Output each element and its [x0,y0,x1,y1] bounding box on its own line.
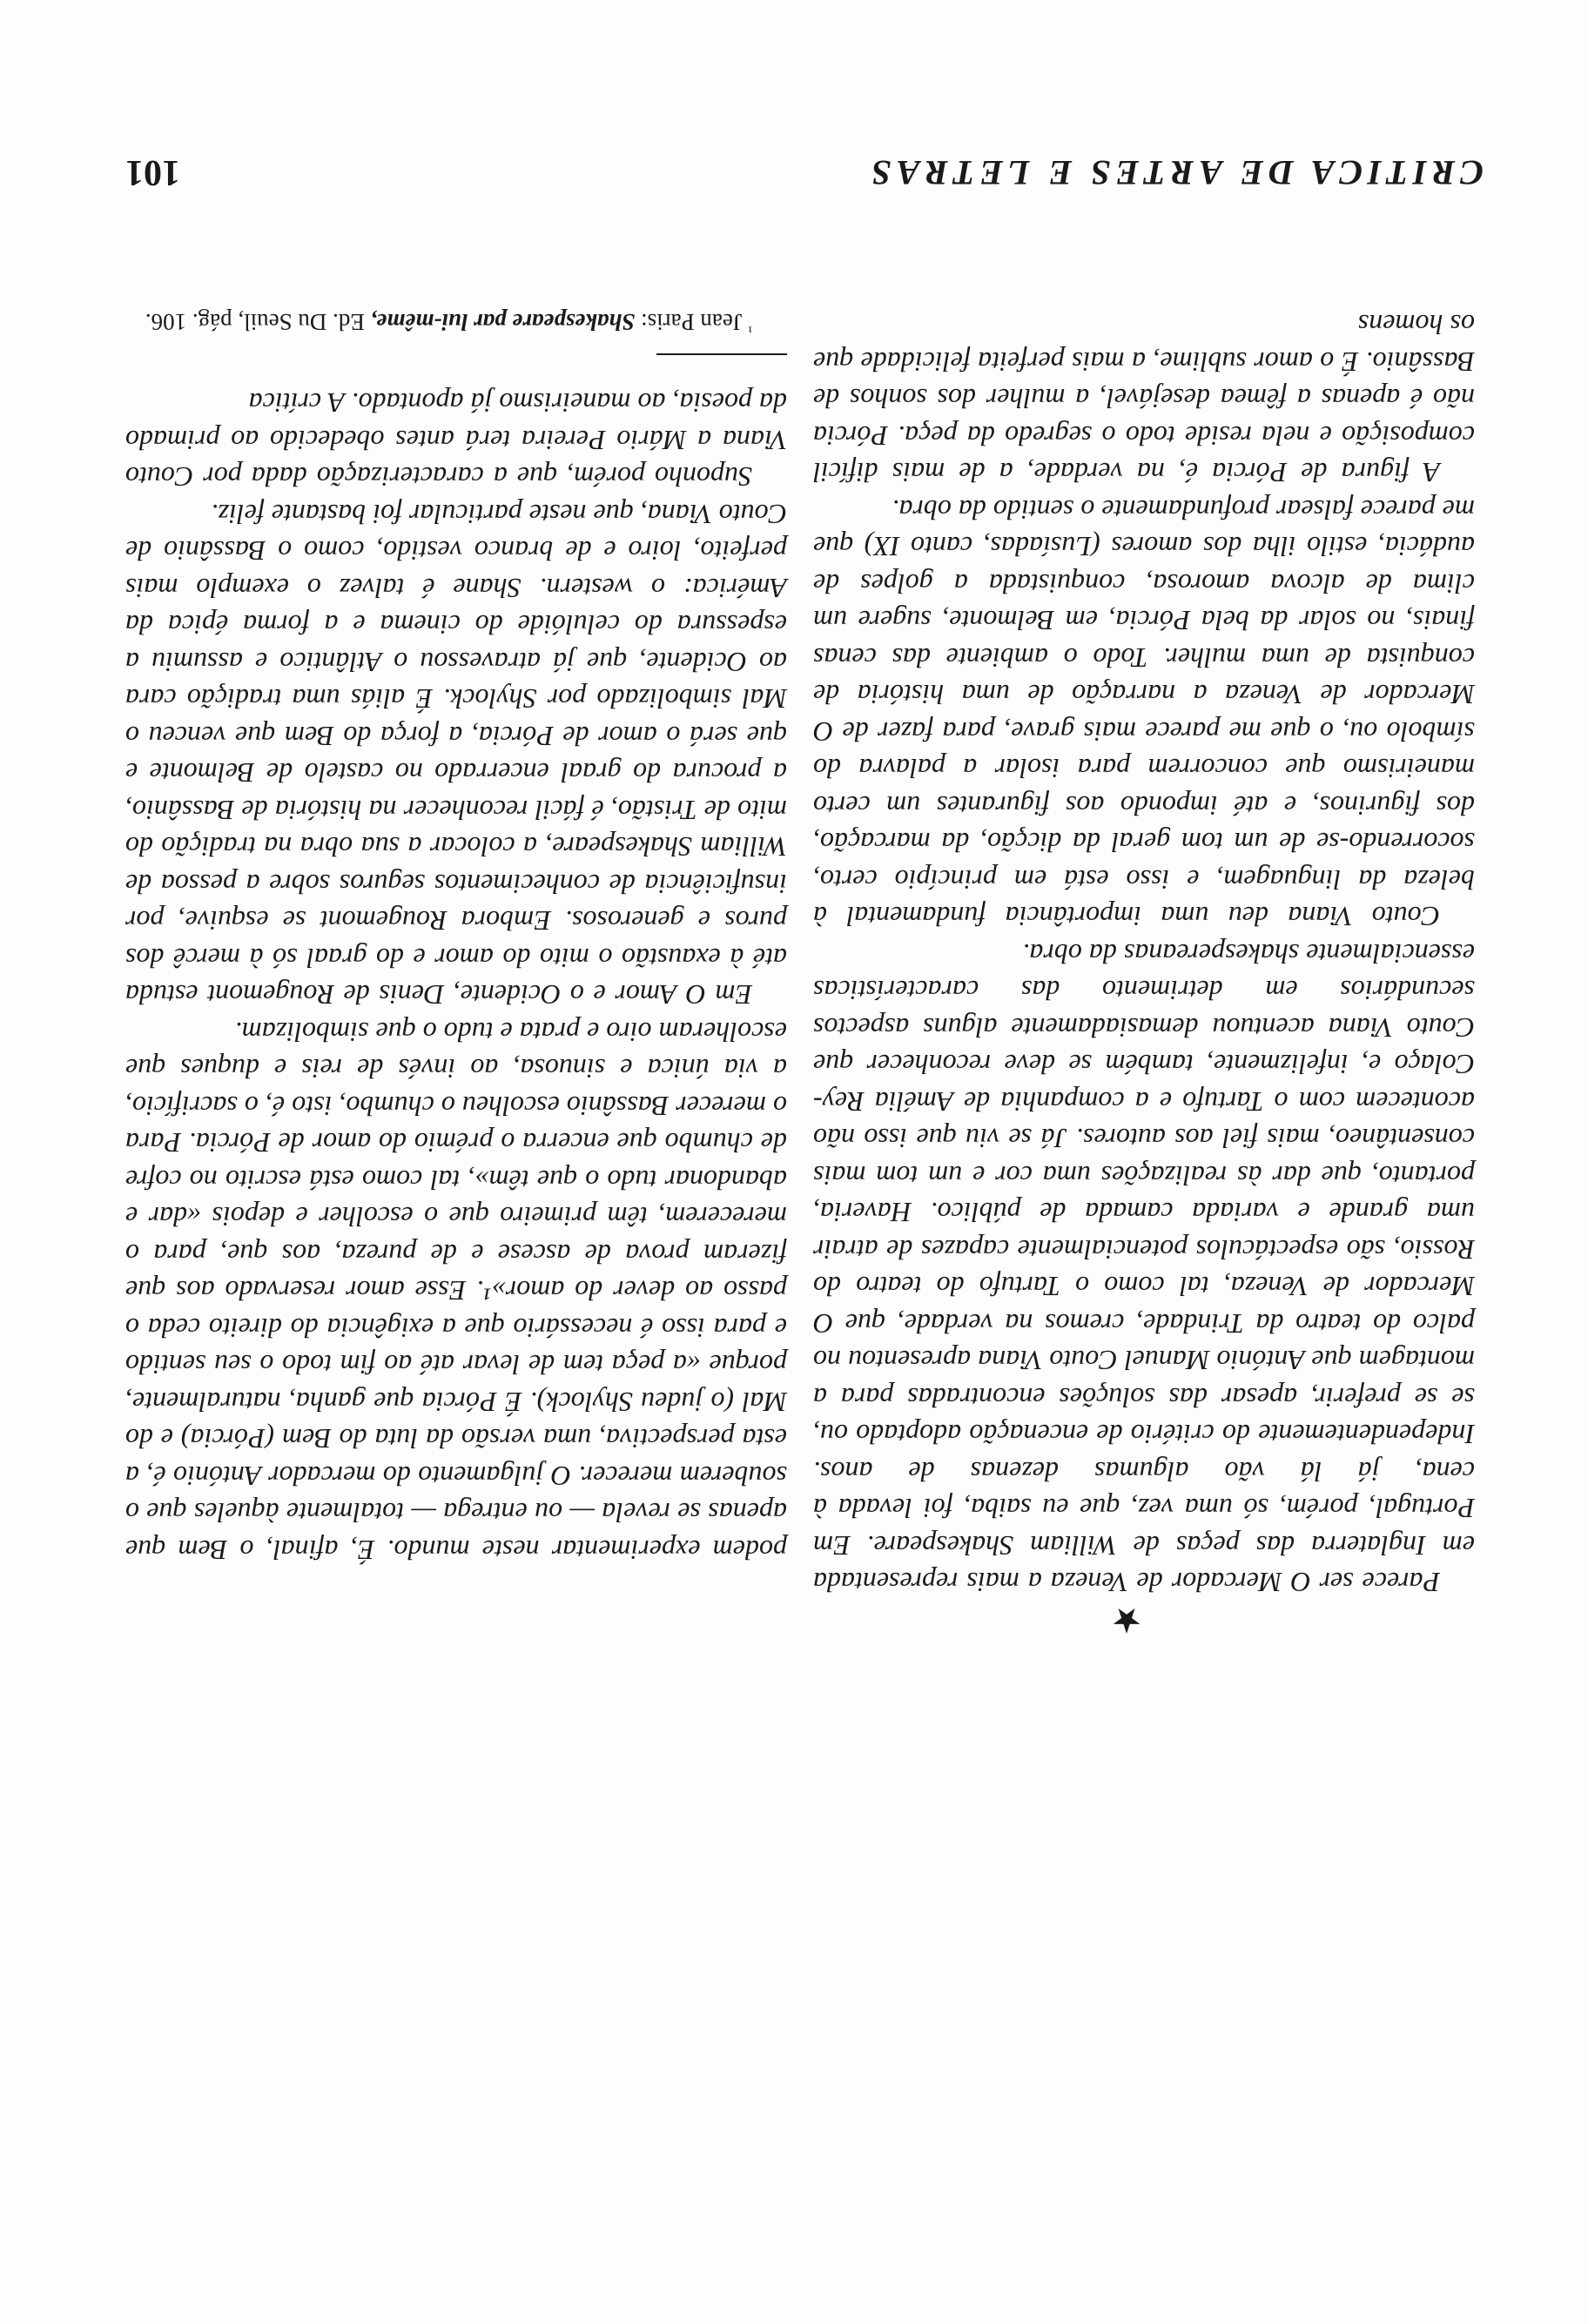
footnote [125,306,787,338]
page-header [125,141,1484,193]
paragraph: Couto Viana deu uma importância fundamental à beleza da linguagem, e isso está em princípio certo, socorrendo-se de um tom geral da dicção, da marcação, dos figurinos, e até impondo aos figurantes um certo maneirismo que concorrem para isolar a palavra do símbolo ou, o que me parece mais grave, para fazer de O Mercador de Veneza a narração de uma história de conquista de uma mulher. Todo o ambiente das cenas finais, no solar da bela Pórcia, em Belmonte, sugere um clima de alcova amorosa, conquistada a golpes de audácia, estilo ilha dos amores (Lusíadas, canto IX) que me parece falsear profundamente o sentido da obra. [813,494,1475,933]
paragraph: A figura de Pórcia é, na verdade, a de mais difícil composição e nela reside todo o segredo da peça. Pórcia não é apenas a fêmea desejável, a mulher dos sonhos de Bassânio. É o amor sublime, a mais perfeita felicidade que os homens [813,309,1475,489]
page-number: 101 [125,152,180,192]
paragraph: Suponho porém, que a caracterização dada por Couto Viana a Mário Pereira terá antes obedecido ao primado da poesia, ao maneirismo já apontado. A crítica [125,387,787,494]
footnote-publisher: Ed. Du Seuil, pág. 106. [145,309,365,335]
paragraph: podem experimentar neste mundo. É, afinal, o Bem que apenas se revela — ou entrega — totalmente àqueles que o souberem merecer. O julgamento do mercador António é, a esta perspectiva, uma versão da luta do Bem (Pórcia) e do Mal (o judeu Shylock). É Pórcia que ganha, naturalmente, porque «a peça tem de levar até ao fim todo o seu sentido e para isso é necessário que a exigência do direito ceda o passo ao dever do amor»¹. Esse amor reservado aos que fizeram prova de ascese e de pureza, aos que, para o merecerem, têm primeiro que o escolher e depois «dar e abandonar tudo o que têm», tal como está escrito no cofre de chumbo que encerra o prémio do amor de Pórcia. Para o merecer Bassânio escolheu o chumbo, isto é, o sacrifício, a via única e sinuosa, ao invés de reis e duques que escolheram oiro e prata e tudo o que simbolizam. [125,1017,787,1566]
journal-title: CRITICA DE ARTES E LETRAS [866,153,1484,192]
footnote-title: Shakespeare par lui-même, [370,309,636,335]
star-ornament: ★ [1111,1601,1142,1640]
footnote-divider [656,353,787,355]
footnote-marker: ¹ [748,319,752,335]
left-column [813,306,1475,1638]
paragraph: Em O Amor e o Ocidente, Denis de Rougemont estuda até à exaustão o mito do amor e do graal só à mercê dos puros e generosos. Embora Rougemont se esquive, por insuficiência de conhecimentos seguros sobre a pessoa de William Shakespeare, a colocar a sua obra na tradição do mito de Tristão, é fácil reconhecer na história de Bassânio, a procura do graal encerrado no castelo de Belmonte e que será o amor de Pórcia, a força do Bem que venceu o Mal simbolizado por Shylock. É aliás uma tradição cara ao Ocidente, que já atravessou o Atlântico e assumiu a espessura do celulóide do cinema e a forma épica da América: o western. Shane é talvez o exemplo mais perfeito, loiro e de branco vestido, como o Bassânio de Couto Viana, que neste particular foi bastante feliz. [125,499,787,1011]
paragraph: Parece ser O Mercador de Veneza a mais representada em Inglaterra das peças de William Shakespeare. Em Portugal, porém, só uma vez, que eu saiba, foi levada à cena, já lá vão algumas dezenas de anos. Independentemente do critério de encenação adoptado ou, se se preferir, apesar das soluções encontradas para a montagem que António Manuel Couto Viana apresentou no palco do teatro da Trindade, cremos na verdade, que O Mercador de Veneza, tal como o Tartufo do teatro do Rossio, são espectáculos potencialmente capazes de atrair uma grande e variada camada de público. Haveria, portanto, que dar às realizações uma cor e um tom mais consentâneo, mais fiel aos autores. Já se viu que isso não acontecem com o Tartufo e a companhia de Amélia Rey-Colaço e, infelizmente, também se deve reconhecer que Couto Viana acentuou demasiadamente alguns aspectos secundários em detrimento das características essencialmente shakespereanas da obra. [813,938,1475,1599]
footnote-author: Jean Paris: [641,309,743,335]
right-column [125,306,787,1568]
